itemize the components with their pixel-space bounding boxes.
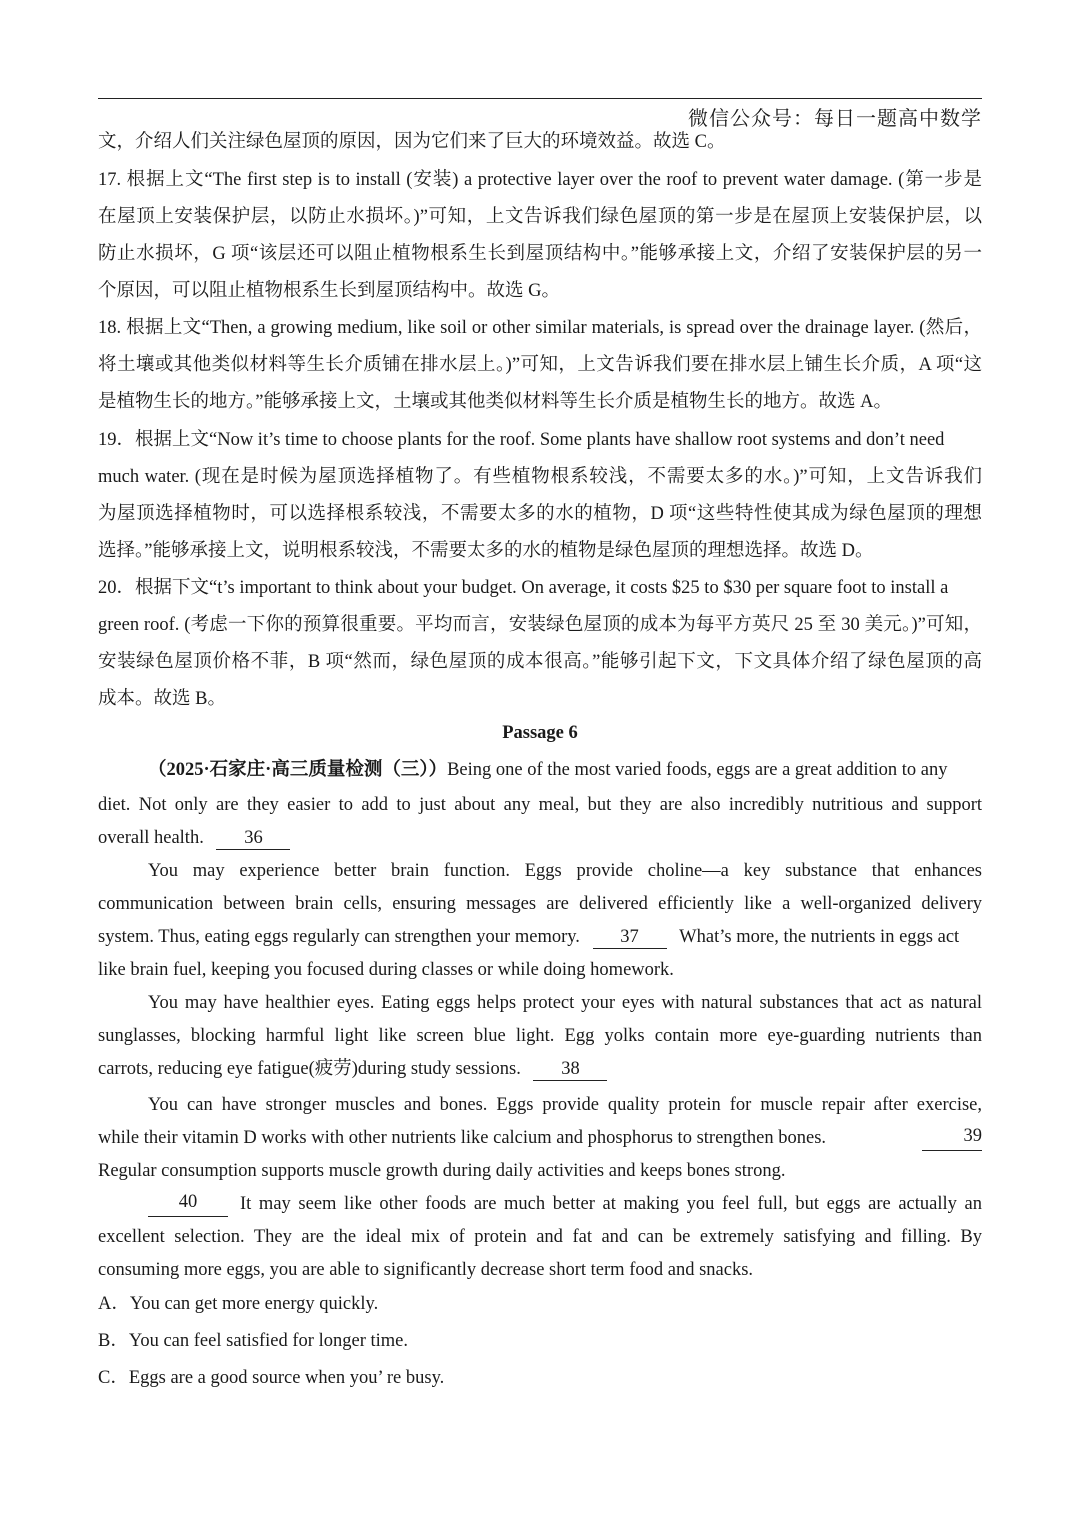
- option-b: B．You can feel satisfied for longer time.: [98, 1331, 408, 1351]
- explanation-line: 17. 根据上文“The first step is to install (安装) a protective layer over the roof to prevent water damage. (第一步是: [98, 170, 982, 190]
- option-a: A．You can get more energy quickly.: [98, 1294, 379, 1314]
- passage-line: You can have stronger muscles and bones. Eggs provide quality protein for muscle repair after exercise,: [148, 1095, 982, 1115]
- passage-line: [98, 924, 982, 950]
- passage-line: consuming more eggs, you are able to significantly decrease short term food and snacks.: [98, 1260, 754, 1280]
- explanation-line: 19．根据上文“Now it’s time to choose plants for the roof. Some plants have shallow root systems and don’t need: [98, 430, 945, 450]
- answer-blank[interactable]: 38: [533, 1058, 607, 1081]
- answer-blank[interactable]: 37: [593, 926, 667, 949]
- explanation-line: 在屋顶上安装保护层，以防止水损坏。)”可知，上文告诉我们绿色屋顶的第一步是在屋顶上安装保护层，以: [98, 207, 982, 227]
- explanation-line: 文，介绍人们关注绿色屋顶的原因，因为它们来了巨大的环境效益。故选 C。: [98, 132, 726, 152]
- passage-text: carrots, reducing eye fatigue(疲劳)during study sessions.: [98, 1059, 521, 1079]
- passage-line: You may have healthier eyes. Eating eggs helps protect your eyes with natural substances that act as natural: [148, 993, 982, 1013]
- answer-blank[interactable]: 39: [922, 1125, 982, 1151]
- passage-line: [98, 825, 982, 851]
- passage-text: Being one of the most varied foods, eggs are a great addition to any: [447, 760, 948, 780]
- explanation-line: 是植物生长的地方。”能够承接上文，土壤或其他类似材料等生长介质是植物生长的地方。故选 A。: [98, 392, 892, 412]
- passage-text: while their vitamin D works with other nutrients like calcium and phosphorus to strengthen bones.: [98, 1128, 827, 1148]
- passage-line: [98, 1191, 982, 1217]
- explanation-line: 个原因，可以阻止植物根系生长到屋顶结构中。故选 G。: [98, 281, 560, 301]
- header-rule: [98, 98, 982, 99]
- answer-blank[interactable]: 36: [216, 827, 290, 850]
- passage-text: What’s more, the nutrients in eggs act: [679, 927, 960, 947]
- passage-text: system. Thus, eating eggs regularly can strengthen your memory.: [98, 927, 580, 947]
- explanation-line: 为屋顶选择植物时，可以选择根系较浅，不需要太多的水的植物，D 项“这些特性使其成为绿色屋顶的理想: [98, 504, 982, 524]
- explanation-line: 20．根据下文“t’s important to think about your budget. On average, it costs $25 to $30 per square foot to install a: [98, 578, 949, 598]
- passage-line: [98, 1056, 982, 1082]
- passage-line: like brain fuel, keeping you focused during classes or while doing homework.: [98, 960, 674, 980]
- passage-line: Regular consumption supports muscle growth during daily activities and keeps bones strong.: [98, 1161, 786, 1181]
- passage-text: It may seem like other foods are much better at making you feel full, but eggs are actually an: [240, 1194, 982, 1214]
- explanation-line: green roof. (考虑一下你的预算很重要。平均而言，安装绿色屋顶的成本为每平方英尺 25 至 30 美元。)”可知，: [98, 615, 982, 635]
- passage-line: You may experience better brain function. Eggs provide choline—a key substance that enhances: [148, 861, 982, 881]
- watermark-header: 微信公众号：每日一题高中数学: [688, 108, 982, 130]
- explanation-line: 18. 根据上文“Then, a growing medium, like soil or other similar materials, is spread over the drainage layer. (然后，: [98, 318, 982, 338]
- passage-line: [98, 1125, 982, 1151]
- explanation-line: much water. (现在是时候为屋顶选择植物了。有些植物根系较浅，不需要太多的水。)”可知，上文告诉我们: [98, 467, 982, 487]
- passage-text: overall health.: [98, 828, 204, 848]
- passage-line: [98, 757, 982, 783]
- passage-source: （2025·石家庄·高三质量检测（三））: [148, 760, 448, 780]
- passage-line: sunglasses, blocking harmful light like screen blue light. Egg yolks contain more eye-guarding nutrients than: [98, 1026, 982, 1046]
- passage-line: diet. Not only are they easier to add to just about any meal, but they are also incredibly nutritious and support: [98, 795, 982, 815]
- explanation-line: 安装绿色屋顶价格不菲，B 项“然而，绿色屋顶的成本很高。”能够引起下文，下文具体介绍了绿色屋顶的高: [98, 652, 982, 672]
- explanation-line: 将土壤或其他类似材料等生长介质铺在排水层上。)”可知，上文告诉我们要在排水层上铺生长介质，A 项“这: [98, 355, 982, 375]
- passage-title: Passage 6: [502, 723, 578, 743]
- answer-blank[interactable]: 40: [148, 1191, 228, 1217]
- explanation-line: 成本。故选 B。: [98, 689, 226, 709]
- passage-line: communication between brain cells, ensuring messages are delivered efficiently like a well-organized delivery: [98, 894, 982, 914]
- passage-line: excellent selection. They are the ideal mix of protein and fat and can be extremely satisfying and filling. By: [98, 1227, 982, 1247]
- option-c: C．Eggs are a good source when you’ re busy.: [98, 1368, 445, 1388]
- explanation-line: 选择。”能够承接上文，说明根系较浅，不需要太多的水的植物是绿色屋顶的理想选择。故选 D。: [98, 541, 874, 561]
- explanation-line: 防止水损坏，G 项“该层还可以阻止植物根系生长到屋顶结构中。”能够承接上文，介绍了安装保护层的另一: [98, 244, 982, 264]
